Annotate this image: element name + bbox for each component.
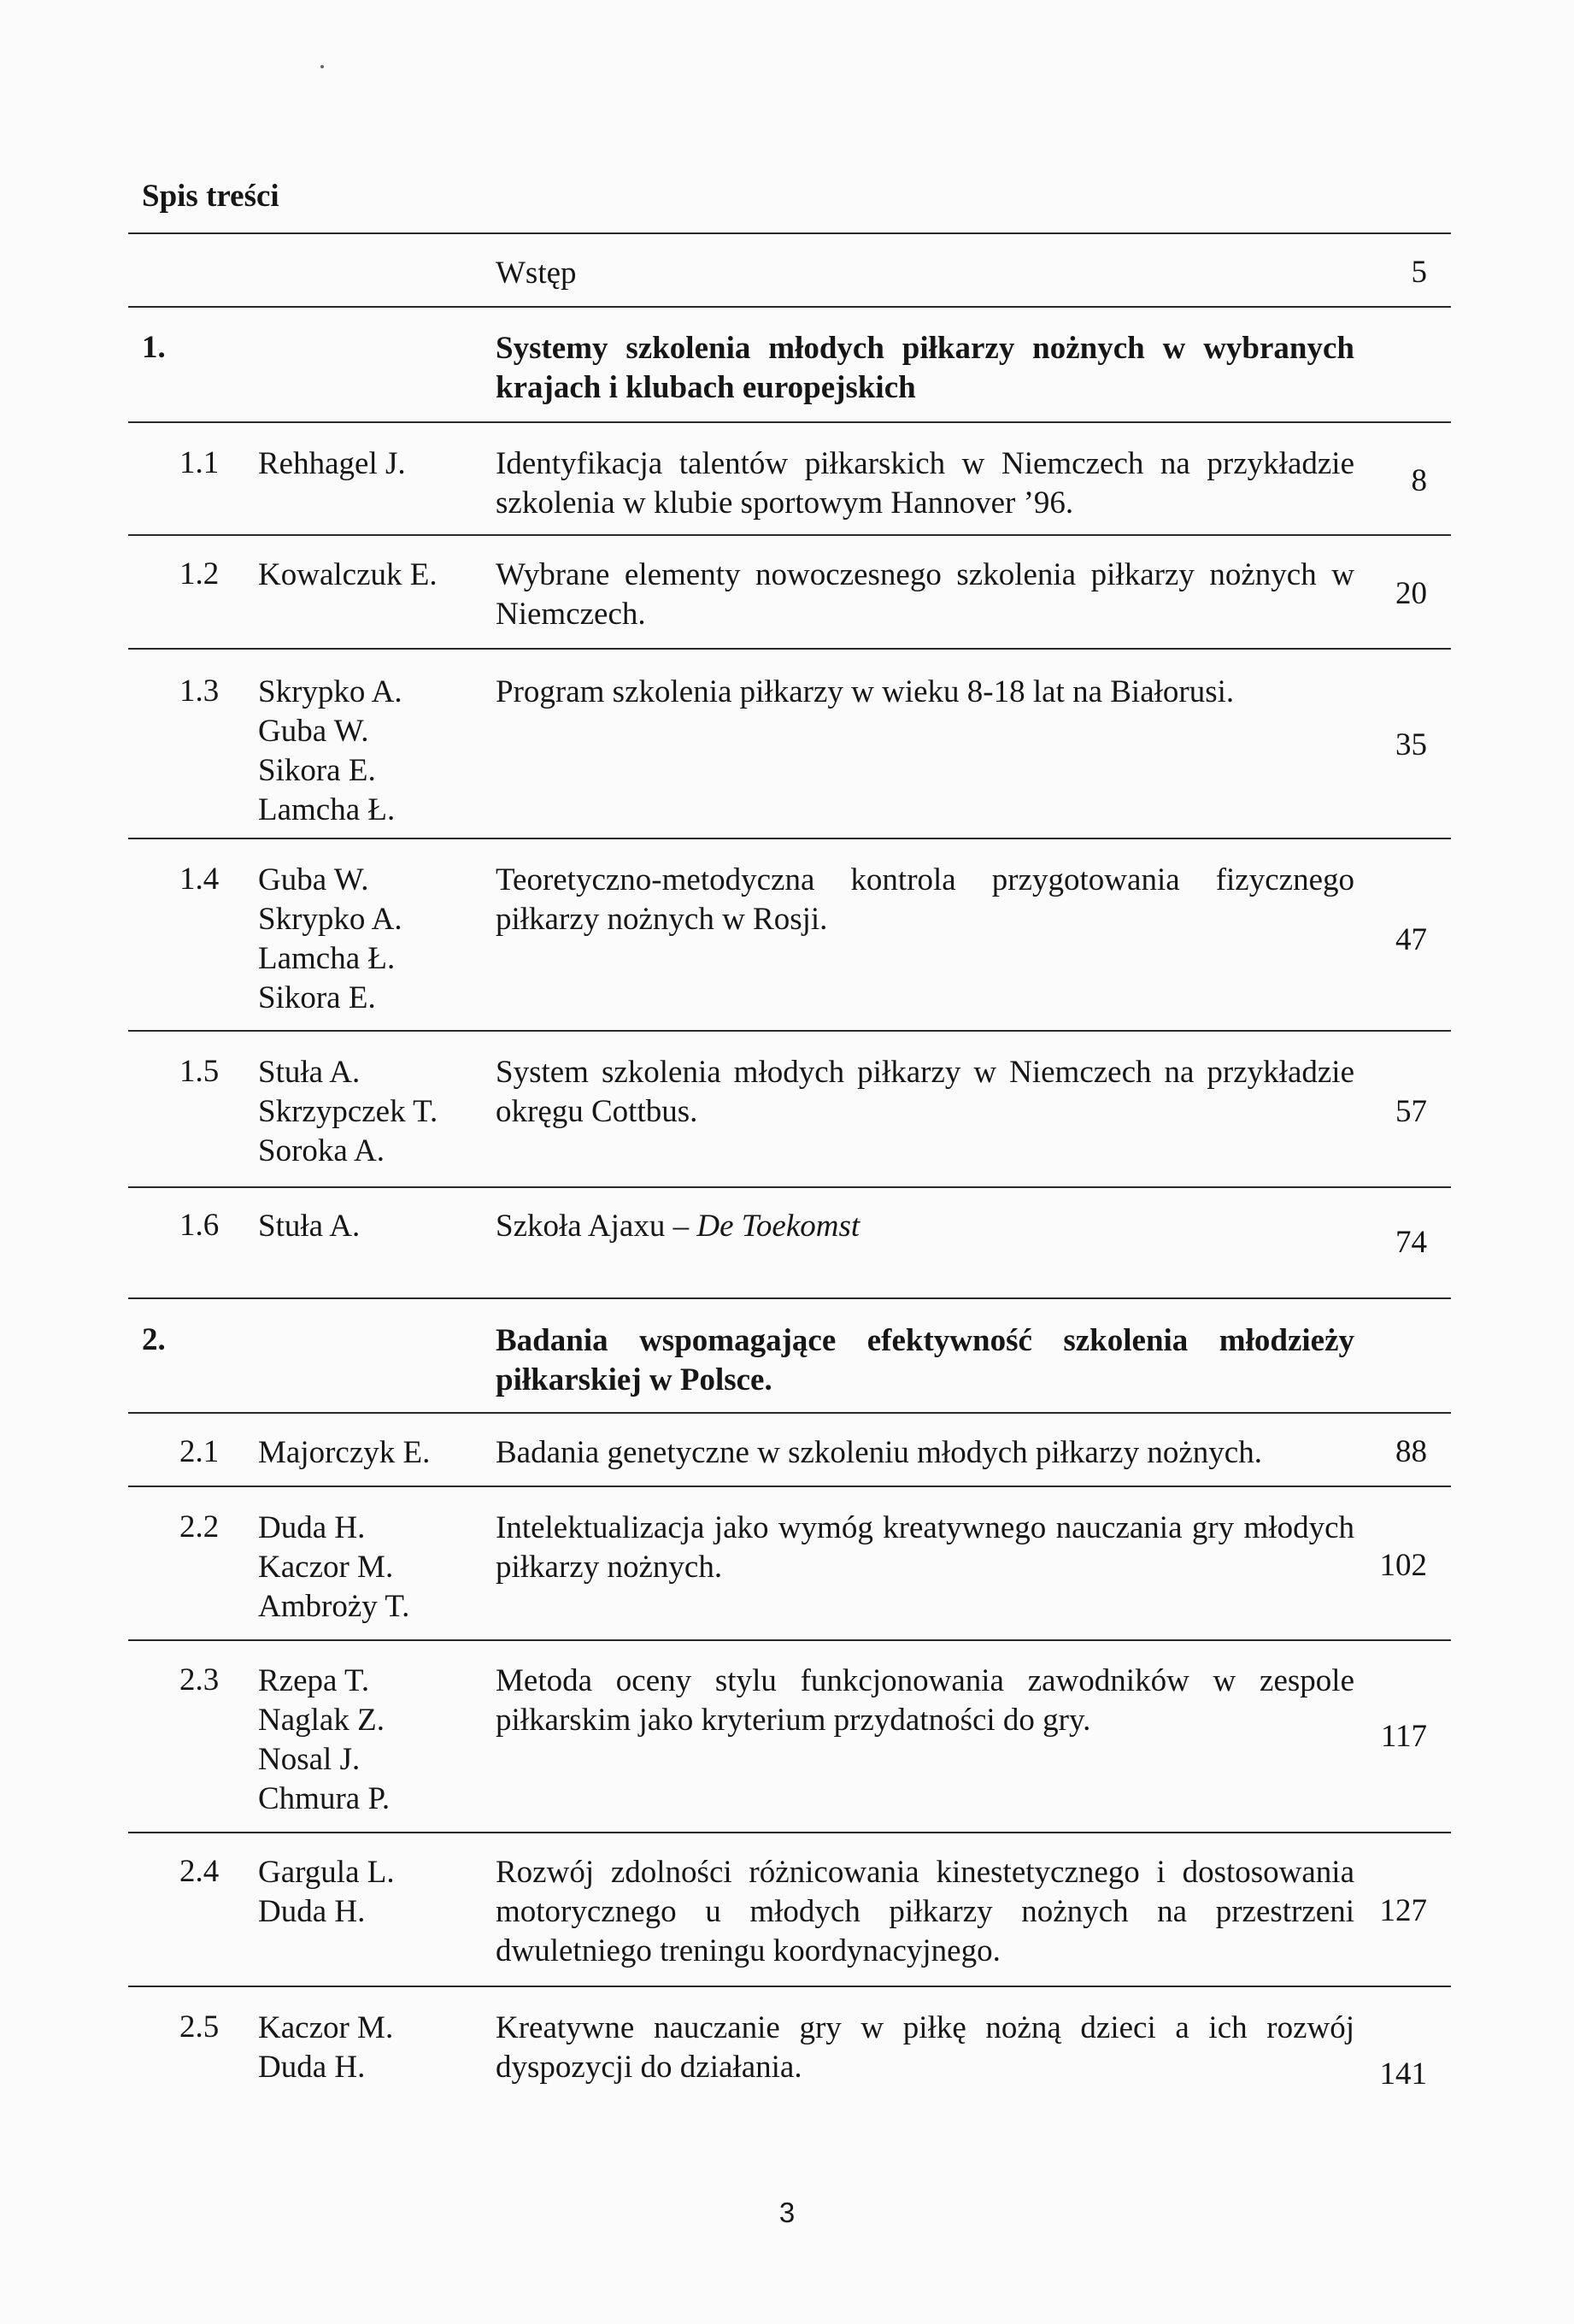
author: Duda H. [258, 1510, 366, 1545]
author: Soroka A. [258, 1133, 385, 1168]
entry-number: 1.3 [179, 674, 220, 709]
section-number: 1. [142, 330, 166, 365]
entry-number: 2.3 [179, 1662, 220, 1697]
divider [128, 1186, 1451, 1188]
entry-number: 1.5 [179, 1054, 220, 1089]
divider [128, 1030, 1451, 1032]
section-title: Badania wspomagające efektywność szkolenia młodzieży piłkarskiej w Polsce. [496, 1323, 1354, 1397]
title-text: Szkoła Ajaxu – [496, 1209, 697, 1244]
entry-number: 1.2 [179, 556, 220, 591]
author: Nosal J. [258, 1742, 361, 1777]
entry-title: Intelektualizacja jako wymóg kreatywnego nauczania gry młodych piłkarzy nożnych. [496, 1510, 1354, 1585]
entry-title: Metoda oceny stylu funkcjonowania zawodników w zespole piłkarskim jako kryterium przydatności do gry. [496, 1663, 1354, 1738]
author: Kaczor M. [258, 1550, 394, 1585]
divider [128, 534, 1451, 536]
divider [128, 1639, 1451, 1641]
entry-authors [258, 2009, 393, 2087]
entry-number: 2.1 [179, 1434, 220, 1469]
divider [128, 1986, 1451, 1987]
divider [128, 1486, 1451, 1487]
entry-title: Rozwój zdolności różnicowania kinestetycznego i dostosowania motorycznego u młodych piłkarzy nożnych na przestrzeni dwuletniego treningu koordynacyjnego. [496, 1855, 1354, 1968]
entry-page: 57 [1395, 1094, 1427, 1129]
intro-page: 5 [1411, 255, 1427, 290]
author: Gargula L. [258, 1855, 395, 1890]
author: Stuła A. [258, 1055, 361, 1090]
entry-title: Program szkolenia piłkarzy w wieku 8-18 lat na Białorusi. [496, 674, 1235, 709]
divider [128, 838, 1451, 839]
entry-page: 102 [1379, 1548, 1427, 1583]
author: Rehhagel J. [258, 446, 406, 481]
entry-authors [258, 1433, 430, 1473]
author: Lamcha Ł. [258, 792, 396, 827]
divider [128, 1412, 1451, 1414]
entry-title: System szkolenia młodych piłkarzy w Niemczech na przykładzie okręgu Cottbus. [496, 1055, 1354, 1129]
author: Skrypko A. [258, 674, 402, 709]
author: Kowalczuk E. [258, 557, 438, 592]
divider [128, 1297, 1451, 1299]
author: Sikora E. [258, 753, 376, 788]
entry-title: Identyfikacja talentów piłkarskich w Niemczech na przykładzie szkolenia w klubie sportowym Hannover ’96. [496, 446, 1354, 521]
entry-page: 74 [1395, 1225, 1427, 1260]
entry-authors [258, 556, 438, 595]
entry-authors [258, 444, 406, 484]
entry-page: 127 [1379, 1893, 1427, 1928]
entry-authors [258, 1853, 395, 1932]
author: Naglak Z. [258, 1703, 385, 1738]
author: Skrzypczek T. [258, 1094, 438, 1129]
author: Stuła A. [258, 1209, 361, 1244]
entry-authors [258, 1509, 409, 1627]
title-italic-text: De Toekomst [696, 1209, 860, 1244]
author: Sikora E. [258, 980, 376, 1015]
author: Kaczor M. [258, 2010, 394, 2045]
entry-number: 1.6 [179, 1208, 220, 1243]
entry-authors [258, 1207, 360, 1246]
entry-authors [258, 861, 402, 1018]
entry-number: 1.4 [179, 862, 220, 897]
page-number: 3 [778, 2197, 796, 2228]
entry-number: 2.5 [179, 2009, 220, 2045]
entry-title: Wybrane elementy nowoczesnego szkolenia piłkarzy nożnych w Niemczech. [496, 557, 1354, 632]
section-number: 2. [142, 1322, 166, 1357]
entry-title: Badania genetyczne w szkoleniu młodych piłkarzy nożnych. [496, 1435, 1262, 1470]
author: Rzepa T. [258, 1663, 370, 1698]
entry-authors [258, 673, 402, 830]
author: Majorczyk E. [258, 1435, 431, 1470]
entry-page: 47 [1395, 922, 1427, 957]
divider [128, 306, 1451, 308]
author: Lamcha Ł. [258, 941, 396, 976]
entry-page: 88 [1395, 1434, 1427, 1469]
divider [128, 1832, 1451, 1833]
author: Chmura P. [258, 1781, 391, 1816]
entry-page: 20 [1395, 576, 1427, 611]
divider [128, 648, 1451, 650]
author: Duda H. [258, 2050, 366, 2085]
author: Ambroży T. [258, 1589, 410, 1624]
entry-number: 2.4 [179, 1854, 220, 1889]
author: Duda H. [258, 1894, 366, 1929]
author: Skrypko A. [258, 902, 402, 937]
entry-authors [258, 1053, 438, 1171]
entry-number: 2.2 [179, 1509, 220, 1544]
entry-page: 35 [1395, 727, 1427, 762]
divider [128, 232, 1451, 234]
entry-number: 1.1 [179, 445, 220, 480]
intro-title: Wstęp [496, 256, 577, 291]
scan-speck [320, 65, 324, 68]
entry-title: Teoretyczno-metodyczna kontrola przygotowania fizycznego piłkarzy nożnych w Rosji. [496, 862, 1354, 937]
entry-title [496, 1207, 1354, 1246]
entry-page: 141 [1379, 2056, 1427, 2092]
entry-page: 8 [1411, 463, 1427, 498]
entry-title: Kreatywne nauczanie gry w piłkę nożną dzieci a ich rozwój dyspozycji do działania. [496, 2010, 1354, 2085]
section-title: Systemy szkolenia młodych piłkarzy nożnych w wybranych krajach i klubach europejskich [496, 331, 1354, 405]
author: Guba W. [258, 714, 369, 749]
entry-page: 117 [1380, 1719, 1427, 1754]
page-title: Spis treści [142, 179, 279, 214]
divider [128, 421, 1451, 423]
author: Guba W. [258, 862, 369, 897]
entry-authors [258, 1662, 390, 1819]
